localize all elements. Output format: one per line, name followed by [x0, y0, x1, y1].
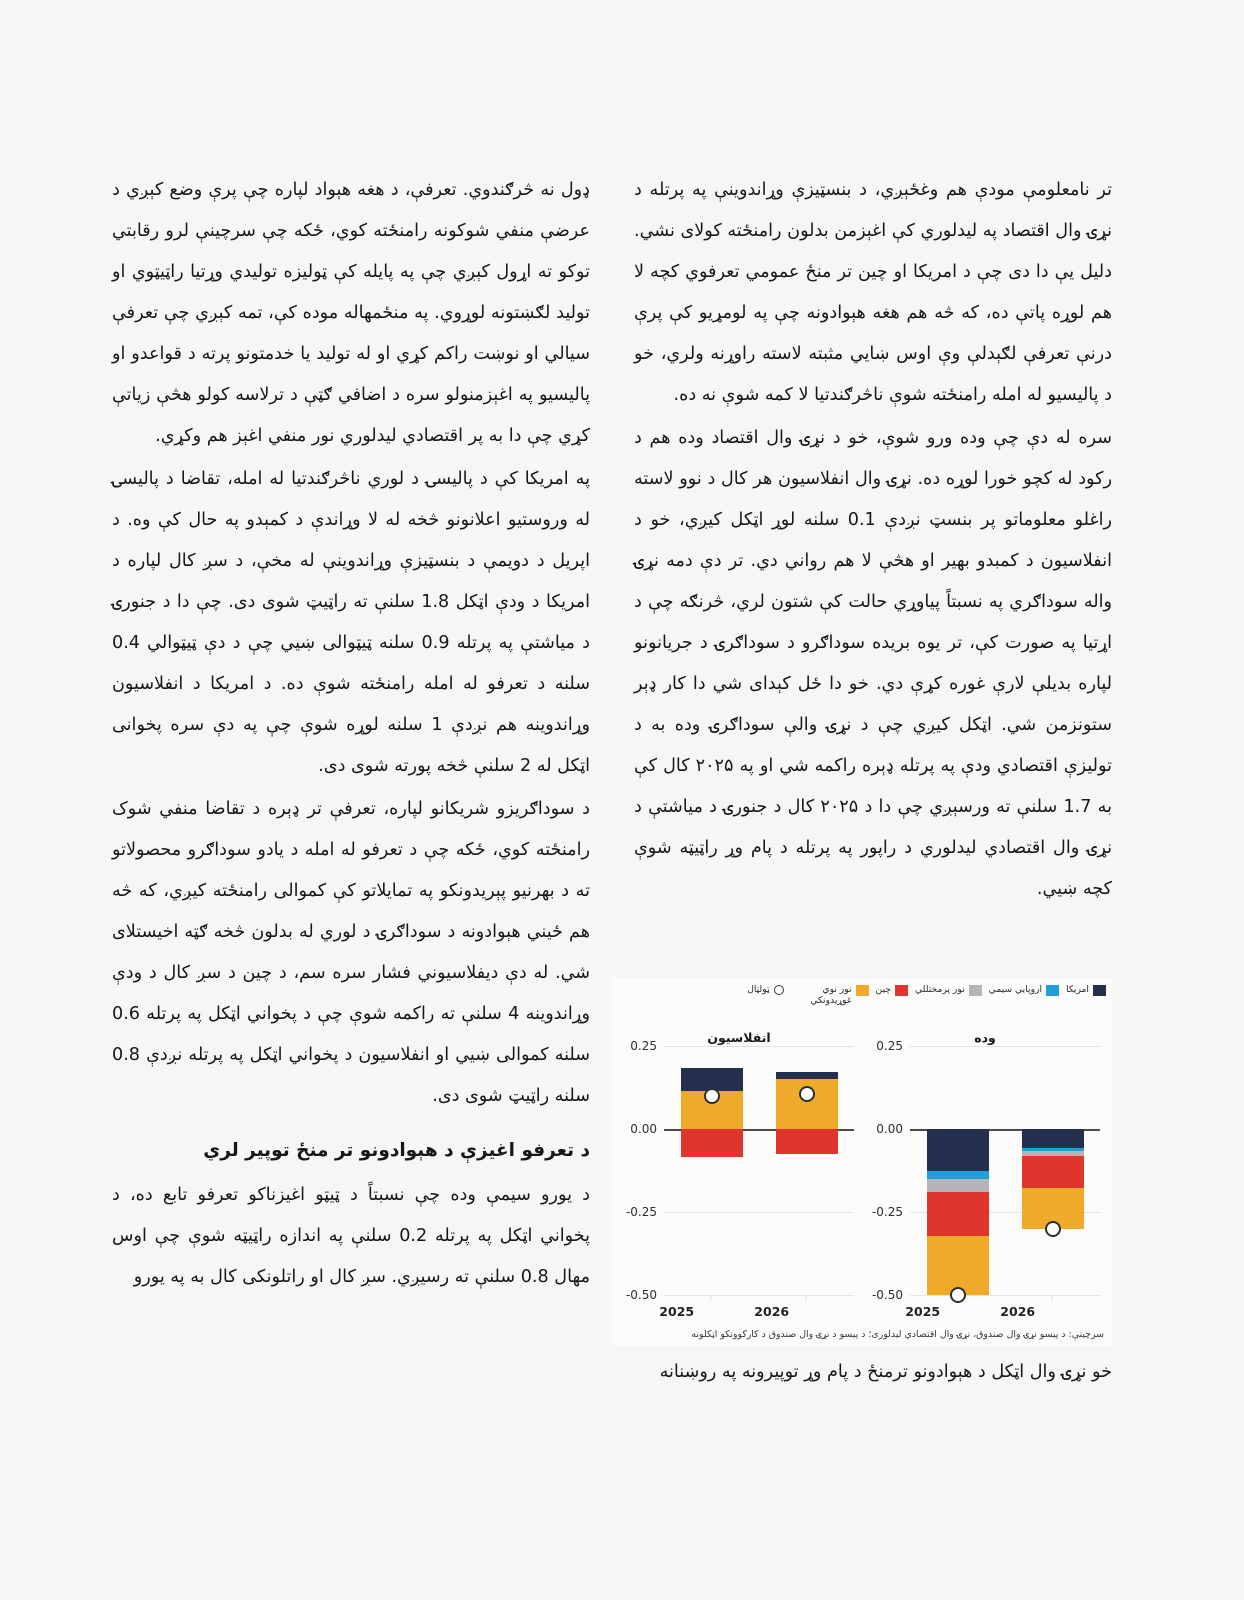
legend-swatch-icon — [1046, 985, 1059, 996]
legend-item-label: امريکا — [1066, 984, 1089, 995]
x-axis-tick-label: 2026 — [754, 1304, 790, 1319]
plot-area-inflation — [625, 1039, 854, 1319]
legend-item-label: ټولټال — [747, 984, 770, 995]
section-heading: د تعرفو اغيزې د هېوادونو تر منځ توپير لري — [203, 1140, 590, 1161]
right-paragraph-1: تر نامعلومې مودې هم وغځېږي، د بنسټيزې وړاندوينې په پرتله د نړۍ وال اقتصاد په ليدلوري کې اغېزمن بدلون رامنځته کولای نشي. دليل يې دا دی چې د امريکا او چين تر منځ عمومي تعرفوي کچه لا هم لوړه پاتې ده، که څه هم هغه هېوادونه چې په لومړيو کې پرې درنې تعرفې لګېدلې وې اوس ښايي مثبته لاسته راوړنه ولري، خو د پاليسيو له امله رامنځته شوې ناڅرګندتيا لا کمه شوې نه ده. — [634, 180, 1112, 405]
bar-segment-usa — [1022, 1129, 1084, 1148]
gridline — [910, 1295, 1100, 1296]
bar-segment-other_advanced — [927, 1179, 989, 1192]
plot-area-growth — [871, 1039, 1100, 1319]
legend-item-usa[interactable] — [1066, 984, 1106, 996]
x-axis-tick-label: 2026 — [1000, 1304, 1036, 1319]
gridline — [664, 1212, 854, 1213]
y-axis-tick-label: 0.25 — [630, 1039, 657, 1053]
total-marker-dot — [704, 1088, 720, 1104]
legend-item-euro_area[interactable] — [989, 984, 1059, 996]
right-paragraph-2: سره له دې چې وده ورو شوې، خو د نړۍ وال اقتصاد وده هم د رکود له کچو خورا لوړه ده. نړۍ وال انفلاسيون هر کال د نوو لاسته راغلو معلوماتو پر بنسټ نږدې 0.1 سلنه لوړ اټکل کيږي، خو د انفلاسيون د کمبدو بهير او هڅې لا هم رواني دي. تر دې دمه نړۍ واله سوداګري په نسبتاً پياوړي حالت کې شتون لري، څرنګه چې د اړتيا په صورت کې، تر يوه بريده سوداګرو د سوداګرۍ د جريانونو لپاره بديلې لارې غوره کړې دي. خو دا ځل کېدای شي دا کار ډېر ستونزمن شي. اټکل کيږي چې د نړۍ والې سوداګرۍ وده به د توليزې اقتصادي ودې په پرتله ډېره راکمه شي او په ۲۰۲۵ کال کې به 1.7 سلنې ته ورسېږي چې دا د ۲۰۲۵ کال د جنورۍ د مياشتې د نړۍ وال اقتصادي ليدلوري د راپور په پرتله د پام وړ راټيټه شوې کچه ښيي. — [634, 428, 1113, 899]
y-axis-tick-label: 0.00 — [630, 1122, 657, 1136]
right-column — [634, 170, 1112, 912]
legend-item-label: نور نوي غوړيدونکي — [810, 984, 852, 1006]
bar-segment-usa — [927, 1129, 989, 1171]
legend-item-china[interactable] — [876, 984, 908, 996]
chart-panel-inflation — [616, 1024, 862, 1319]
chart-panel-growth — [862, 1024, 1108, 1319]
y-axis-tick-label: 0.00 — [876, 1122, 903, 1136]
gridline — [664, 1295, 854, 1296]
x-axis-tick-label: 2025 — [659, 1304, 695, 1319]
legend-item-total[interactable] — [747, 984, 783, 995]
legend-swatch-icon — [1093, 985, 1106, 996]
total-marker-dot — [799, 1086, 815, 1102]
bar-segment-china — [776, 1129, 838, 1154]
legend-item-other_advanced[interactable] — [915, 984, 982, 996]
legend-swatch-icon — [856, 985, 869, 996]
chart-source-note: سرچينې: د پيسو نړۍ وال صندوق، نړۍ وال اقتصادي ليدلوری؛ د پيسو د نړۍ وال صندوق د کارکوونکو اټکلونه — [691, 1329, 1104, 1340]
chart-panels — [616, 1024, 1108, 1319]
left-column — [112, 170, 590, 1300]
panel-title-growth: وده — [974, 1030, 996, 1045]
y-axis-tick-label: -0.50 — [625, 1288, 657, 1302]
bar-segment-china — [681, 1129, 743, 1157]
bar-segment-china — [927, 1192, 989, 1236]
bar-segment-usa — [776, 1072, 838, 1079]
y-axis-tick-label: -0.25 — [625, 1205, 657, 1219]
legend-circle-icon — [774, 985, 784, 995]
chart-caption-below: خو نړۍ وال اټکل د هېوادونو ترمنځ د پام وړ توپيرونه په روښنانه — [659, 1362, 1112, 1382]
left-paragraph-3: د سوداګريزو شريکانو لپاره، تعرفې تر ډېره د تقاضا منفي شوک رامنځته کوي، ځکه چې د تعرفو له امله د يادو سوداګرو محصولاتو ته د بهرنيو پېريدونکو په تمايلاتو کې کموالی رامنځته کيږي، که څه هم ځيني هېوادونه د سوداګرۍ د لوري له بدلون څخه ګټه اخيستلای شي. له دې ديفلاسيوني فشار سره سم، د چين د سږ کال د ودې وړاندوينه 4 سلنې ته راکمه شوې چې د پخواني اټکل په پرتله 0.6 سلنه کموالی ښيي او انفلاسيون د پخواني اټکل په پرتله نږدې 0.8 سلنه راټيټ شوی دی. — [112, 799, 590, 1106]
legend-swatch-icon — [895, 985, 908, 996]
x-axis-tickmark — [805, 1295, 806, 1301]
y-axis-tick-label: -0.25 — [871, 1205, 903, 1219]
total-marker-dot — [950, 1287, 966, 1303]
chart-legend — [612, 984, 1112, 1020]
left-paragraph-4: د يورو سيمې وده چې نسبتاً د ټيټو اغيزناکو تعرفو تابع ده، د پخواني اټکل په پرتله 0.2 سلنې په اندازه راټيټه شوې چې اوس مهال 0.8 سلنې ته رسيږي. سږ کال او راتلونکی کال به په يورو — [112, 1185, 590, 1287]
gridline — [910, 1046, 1100, 1047]
chart-figure — [612, 978, 1112, 1346]
panel-title-inflation: انفلاسيون — [707, 1030, 771, 1045]
y-axis-tick-label: -0.50 — [871, 1288, 903, 1302]
x-axis-tick-label: 2025 — [905, 1304, 941, 1319]
legend-item-label: نور پرمختللي — [915, 984, 965, 995]
left-paragraph-1: ډول نه څرګندوي. تعرفې، د هغه هېواد لپاره چې پرې وضع کېږي د عرضې منفي شوکونه رامنځته کوي، ځکه چې سرچينې لرو رقابتي توکو ته اړول کېږي چې په پايله کې ټوليزه توليدي وړتيا راټيټوي او توليد لګښتونه لوړوي. په منځمهاله موده کې، تمه کېږي چې تعرفې سيالي او نوښت راکم کړي او له توليد يا خدمتونو پرته د قواعدو او پاليسيو په اغېزمنولو سره د اضافي ګټې د ترلاسه کولو هڅې زياتې کړي چې دا به پر اقتصادي ليدلوري نور منفي اغېز هم وکړي. — [112, 180, 590, 446]
legend-item-label: چين — [875, 984, 891, 995]
bar-segment-euro_area — [927, 1171, 989, 1179]
bar-segment-china — [1022, 1156, 1084, 1188]
legend-item-label: اروپايي سيمي — [988, 984, 1043, 995]
legend-swatch-icon — [969, 985, 982, 996]
x-axis-tickmark — [710, 1295, 711, 1301]
x-axis-tickmark — [1051, 1295, 1052, 1301]
total-marker-dot — [1045, 1221, 1061, 1237]
legend-item-other_emerging[interactable] — [791, 984, 869, 1006]
gridline — [664, 1046, 854, 1047]
left-paragraph-2: په امريکا کې د پاليسۍ د لوري ناڅرګندتيا له امله، تقاضا د پاليسۍ له وروستيو اعلانونو څخه له لا وړاندې د کمېدو په حال کې وه. د اپريل د دويمې د بنسټيزې وړاندوينې له مخې، د سږ کال لپاره د امريکا د ودې اټکل 1.8 سلنې ته راټيټ شوی دی. چې دا د جنورۍ د مياشتې په پرتله 0.9 سلنه ټيټوالی ښيي چې د دې ټيټوالي 0.4 سلنه د تعرفو له امله رامنځته شوې ده. د امريکا د انفلاسيون وړاندوينه هم نږدې 1 سلنه لوړه شوې چې په دې سره پخوانی اټکل له 2 سلنې څخه پورته شوی دی. — [112, 469, 591, 776]
y-axis-tick-label: 0.25 — [876, 1039, 903, 1053]
